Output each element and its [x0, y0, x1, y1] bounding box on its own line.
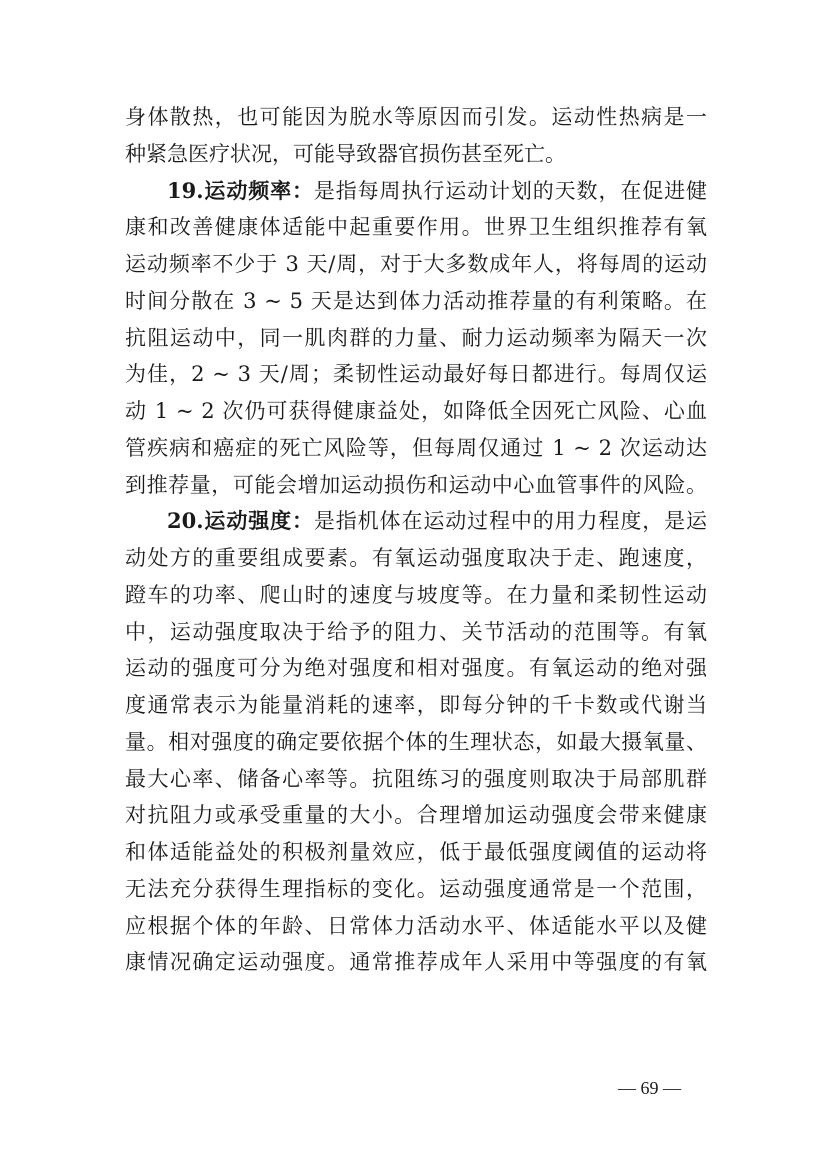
text-line: 中，运动强度取决于给予的阻力、关节活动的范围等。有氧: [125, 619, 707, 644]
text-line: 动 1 ~ 2 次仍可获得健康益处，如降低全因死亡风险、心血: [125, 399, 707, 423]
text-line: 蹬车的功率、爬山时的速度与坡度等。在力量和柔韧性运动: [125, 582, 707, 607]
page-number: — 69 —: [618, 1078, 681, 1098]
section-19-first-line: [125, 173, 707, 210]
section-20-number: 20.: [167, 508, 204, 534]
text-line: 无法充分获得生理指标的变化。运动强度通常是一个范围，: [125, 876, 707, 901]
text-line: 到推荐量，可能会增加运动损伤和运动中心血管事件的风险。: [125, 472, 707, 497]
text-line: 运动频率不少于 3 天/周，对于大多数成年人，将每周的运动: [125, 252, 707, 276]
text-line: 抗阻运动中，同一肌肉群的力量、耐力运动频率为隔天一次: [125, 325, 707, 350]
text-line: 身体散热，也可能因为脱水等原因而引发。运动性热病是一: [125, 105, 707, 129]
text-line: 康情况确定运动强度。通常推荐成年人采用中等强度的有氧: [125, 950, 707, 975]
section-20-definition-start: 是指机体在运动过程中的用力程度，是运: [313, 509, 708, 534]
section-19-definition-start: 是指每周执行运动计划的天数，在促进健: [313, 178, 708, 203]
text-line: 种紧急医疗状况，可能导致器官损伤甚至死亡。: [125, 141, 566, 166]
text-line: 应根据个体的年龄、日常体力活动水平、体适能水平以及健: [125, 913, 707, 938]
section-19-term: 运动频率：: [203, 177, 314, 203]
text-line: 运动的强度可分为绝对强度和相对强度。有氧运动的绝对强: [125, 656, 707, 681]
text-line: 管疾病和癌症的死亡风险等，但每周仅通过 1 ~ 2 次运动达: [125, 435, 707, 460]
section-19-number: 19.: [167, 177, 204, 203]
section-20-first-line: [125, 503, 707, 540]
section-20-term: 运动强度：: [203, 508, 314, 534]
text-line: 量。相对强度的确定要依据个体的生理状态，如最大摄氧量、: [125, 729, 707, 754]
text-line: 时间分散在 3 ~ 5 天是达到体力活动推荐量的有利策略。在: [125, 288, 707, 313]
text-line: 动处方的重要组成要素。有氧运动强度取决于走、跑速度，: [125, 546, 707, 570]
document-body: [125, 99, 707, 981]
text-line: 度通常表示为能量消耗的速率，即每分钟的千卡数或代谢当: [125, 693, 707, 717]
text-line: 最大心率、储备心率等。抗阻练习的强度则取决于局部肌群: [125, 766, 707, 791]
text-line: 和体适能益处的积极剂量效应，低于最低强度阈值的运动将: [125, 840, 707, 864]
text-line: 康和改善健康体适能中起重要作用。世界卫生组织推荐有氧: [125, 215, 707, 240]
text-line: 对抗阻力或承受重量的大小。合理增加运动强度会带来健康: [125, 803, 707, 828]
text-line: 为佳，2 ~ 3 天/周；柔韧性运动最好每日都进行。每周仅运: [125, 362, 707, 387]
